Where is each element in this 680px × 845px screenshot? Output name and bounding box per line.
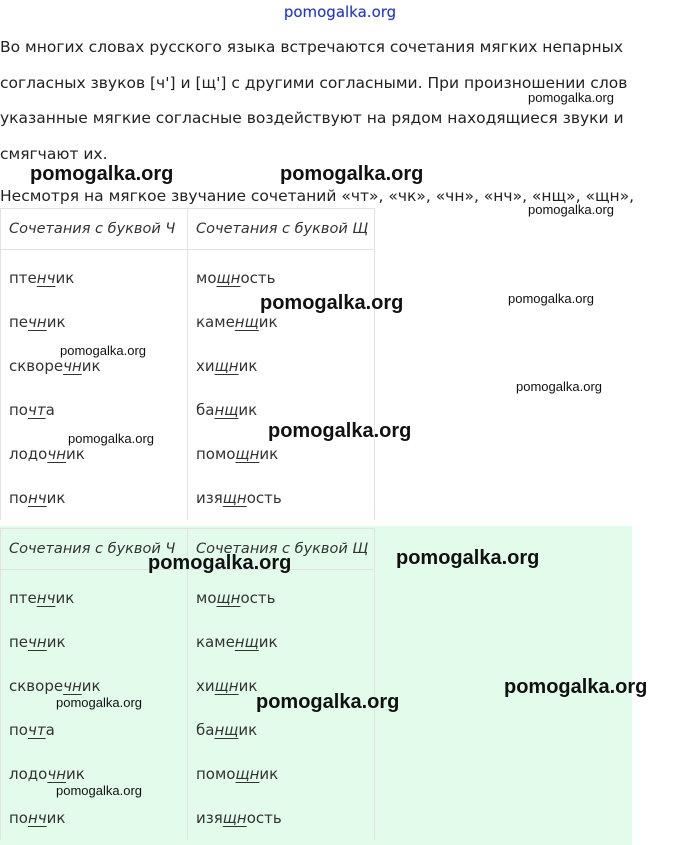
word-part: а: [45, 401, 55, 419]
watermark-text: pomogalka.org: [504, 676, 648, 698]
highlighted-combination: щн: [214, 677, 239, 695]
word-part: хи: [196, 677, 215, 695]
word-part: ик: [55, 589, 75, 607]
word-part: каме: [196, 633, 235, 651]
word-part: хи: [196, 357, 215, 375]
word-part: ость: [240, 589, 276, 607]
column-header-ch: Сочетания с буквой Ч: [1, 209, 188, 250]
watermark-text: pomogalka.org: [268, 420, 412, 442]
highlighted-combination: чн: [47, 445, 66, 463]
word-part: по: [9, 401, 28, 419]
word-part: ик: [81, 677, 101, 695]
watermark-text: pomogalka.org: [56, 783, 142, 798]
watermark-text: pomogalka.org: [260, 292, 404, 314]
highlighted-combination: чн: [28, 633, 47, 651]
watermark-text: pomogalka.org: [516, 379, 602, 394]
watermark-text: pomogalka.org: [280, 163, 424, 185]
table-row: [1, 570, 375, 621]
word-part: лодо: [9, 445, 48, 463]
word-part: ик: [238, 721, 258, 739]
watermark-text: pomogalka.org: [68, 431, 154, 446]
highlighted-combination: нщ: [214, 401, 239, 419]
word-part: ик: [258, 313, 278, 331]
word-cell: [1, 796, 188, 840]
word-cell: [188, 620, 375, 664]
word-part: ик: [46, 809, 66, 827]
highlighted-combination: чн: [63, 677, 82, 695]
word-part: изя: [196, 489, 223, 507]
highlighted-combination: щн: [216, 589, 241, 607]
column-header-ch: Сочетания с буквой Ч: [1, 529, 188, 570]
highlighted-combination: щн: [216, 269, 241, 287]
word-cell: [1, 300, 188, 344]
word-part: ик: [259, 765, 279, 783]
word-cell: [188, 570, 375, 621]
word-part: пте: [9, 269, 37, 287]
word-cell: [188, 344, 375, 388]
word-part: скворе: [9, 357, 64, 375]
word-part: ик: [46, 633, 66, 651]
watermark-text: pomogalka.org: [56, 695, 142, 710]
word-part: пе: [9, 633, 29, 651]
watermark-text: pomogalka.org: [528, 90, 614, 105]
word-part: скворе: [9, 677, 64, 695]
word-part: по: [9, 721, 28, 739]
highlighted-combination: нч: [27, 489, 47, 507]
watermark-text: pomogalka.org: [256, 691, 400, 713]
word-part: ик: [55, 269, 75, 287]
word-cell: [1, 620, 188, 664]
word-part: ик: [238, 357, 258, 375]
watermark-text: pomogalka.org: [148, 552, 292, 574]
highlighted-combination: чн: [28, 313, 47, 331]
word-part: помо: [196, 445, 236, 463]
word-part: помо: [196, 765, 236, 783]
word-part: ость: [246, 489, 282, 507]
column-header-shch: Сочетания с буквой Щ: [188, 209, 375, 250]
word-cell: [188, 476, 375, 520]
word-cell: [188, 708, 375, 752]
intro-paragraph: Во многих словах русского языка встречаются сочетания мягких непарных согласных звуков [ч'] и [щ'] с другими согласными. При произношении слов указанные мягкие согласные воздействуют на рядом находящиеся звуки и смягчают их.: [0, 38, 628, 163]
highlighted-combination: щн: [214, 357, 239, 375]
word-cell: [1, 250, 188, 301]
word-part: лодо: [9, 765, 48, 783]
table-row: [1, 344, 375, 388]
highlighted-combination: нщ: [234, 633, 259, 651]
watermark-text: pomogalka.org: [396, 547, 540, 569]
word-cell: [1, 388, 188, 432]
word-part: ик: [46, 489, 66, 507]
word-part: ик: [258, 633, 278, 651]
highlighted-combination: щн: [235, 445, 260, 463]
word-part: ба: [196, 401, 215, 419]
highlighted-combination: нч: [27, 809, 47, 827]
word-part: мо: [196, 589, 217, 607]
highlighted-combination: чт: [27, 401, 46, 419]
highlighted-combination: чн: [63, 357, 82, 375]
second-paragraph: Несмотря на мягкое звучание сочетаний «чт», «чк», «чн», «нч», «нщ», «щн»,: [0, 187, 635, 205]
word-part: ик: [81, 357, 101, 375]
highlighted-combination: нщ: [214, 721, 239, 739]
word-part: ость: [240, 269, 276, 287]
highlighted-combination: нщ: [234, 313, 259, 331]
watermark-text: pomogalka.org: [30, 163, 174, 185]
word-cell: [188, 796, 375, 840]
highlighted-combination: щн: [222, 809, 247, 827]
word-cell: [1, 708, 188, 752]
word-cell: [1, 570, 188, 621]
combinations-table-1: [0, 208, 375, 520]
highlighted-combination: щн: [235, 765, 260, 783]
word-part: мо: [196, 269, 217, 287]
word-part: ик: [238, 401, 258, 419]
word-part: ик: [238, 677, 258, 695]
highlighted-combination: чн: [47, 765, 66, 783]
word-part: по: [9, 489, 28, 507]
watermark-text: pomogalka.org: [528, 202, 614, 217]
word-part: пе: [9, 313, 29, 331]
word-part: ик: [46, 313, 66, 331]
watermark-text: pomogalka.org: [60, 343, 146, 358]
word-cell: [188, 752, 375, 796]
word-cell: [1, 476, 188, 520]
word-part: пте: [9, 589, 37, 607]
table-row: [1, 708, 375, 752]
word-part: ик: [259, 445, 279, 463]
site-header-link[interactable]: pomogalka.org: [283, 3, 397, 21]
highlighted-combination: нч: [36, 269, 56, 287]
table-row: [1, 620, 375, 664]
word-part: по: [9, 809, 28, 827]
table-row: [1, 476, 375, 520]
word-part: каме: [196, 313, 235, 331]
highlighted-combination: нч: [36, 589, 56, 607]
highlighted-combination: щн: [222, 489, 247, 507]
word-part: ость: [246, 809, 282, 827]
column-header-shch: Сочетания с буквой Щ: [188, 529, 375, 570]
word-part: ик: [66, 445, 85, 463]
table-row: [1, 796, 375, 840]
word-part: ба: [196, 721, 215, 739]
word-part: изя: [196, 809, 223, 827]
watermark-text: pomogalka.org: [508, 291, 594, 306]
highlighted-combination: чт: [27, 721, 46, 739]
word-part: ик: [66, 765, 85, 783]
word-part: а: [45, 721, 55, 739]
